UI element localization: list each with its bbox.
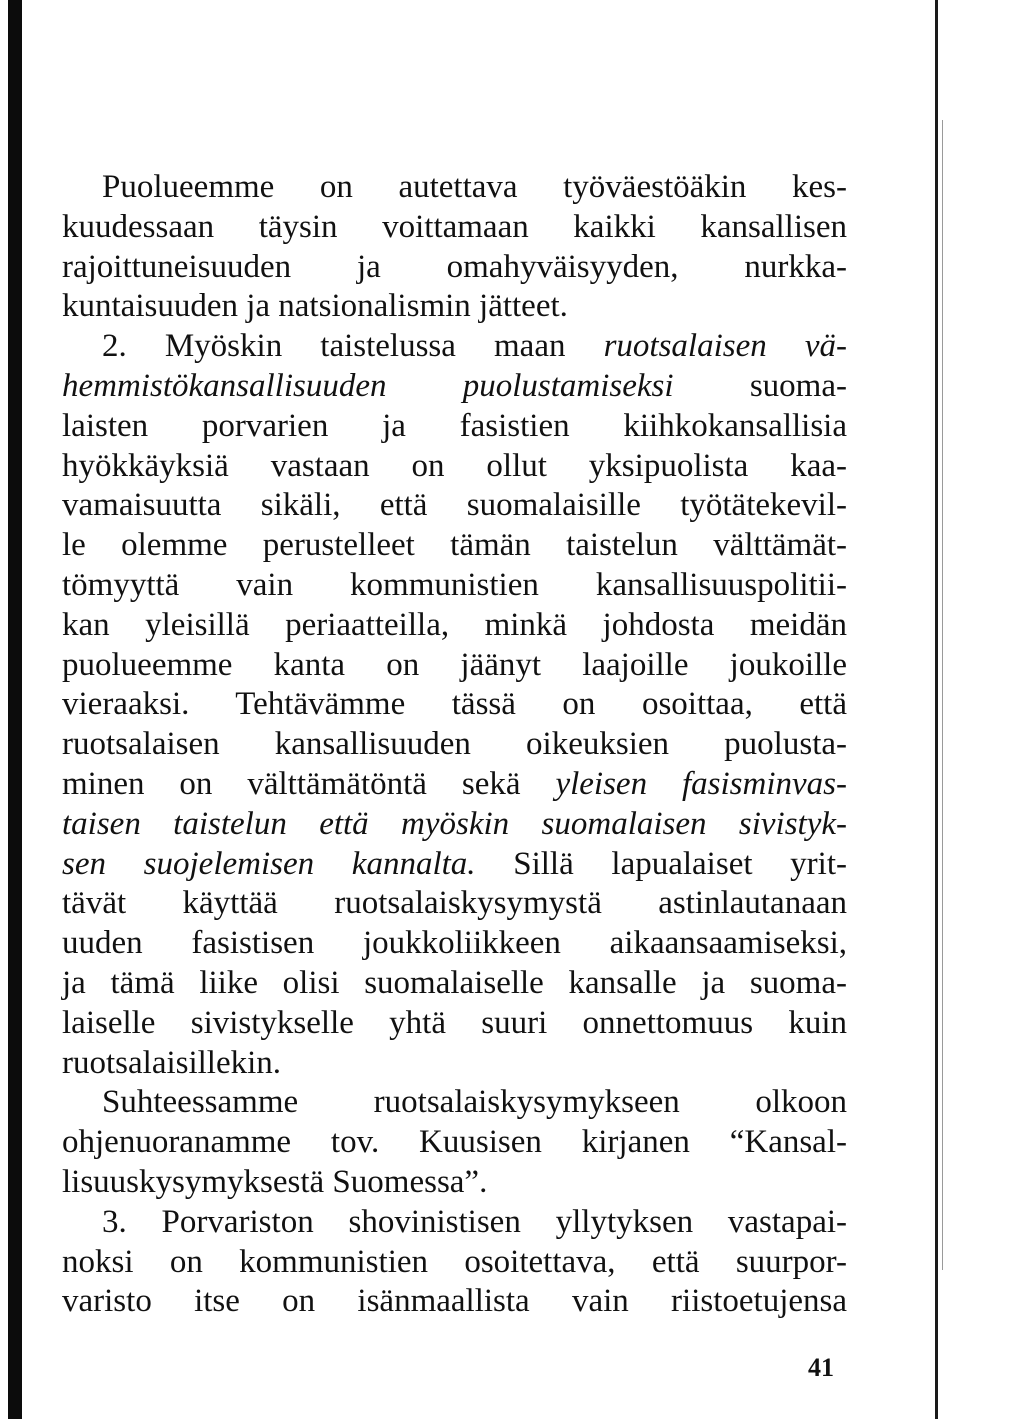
text-line <box>62 805 847 845</box>
text-segment: ohjenuoranamme tov. Kuusisen kirjanen “Kansal- <box>62 1124 847 1161</box>
text-line <box>62 884 847 924</box>
italic-text-segment: yleisen fasisminvas- <box>555 765 848 802</box>
text-segment: Sillä lapualaiset yrit- <box>475 845 847 882</box>
text-line <box>62 248 847 288</box>
text-segment: uuden fasistisen joukkoliikkeen aikaansaamiseksi, <box>62 925 847 962</box>
text-segment: ruotsalaisillekin. <box>62 1044 282 1081</box>
text-segment: rajoittuneisuuden ja omahyväisyyden, nurkka- <box>62 248 847 285</box>
text-line <box>62 964 847 1004</box>
scan-edge-left <box>8 0 22 1419</box>
text-segment: 2. Myöskin taistelussa maan <box>102 328 604 365</box>
text-line <box>62 606 847 646</box>
text-line <box>62 447 847 487</box>
text-segment: ja tämä liike olisi suomalaiselle kansalle ja suoma- <box>62 964 847 1001</box>
text-line <box>62 1083 847 1123</box>
text-segment: varisto itse on isänmaallista vain riistoetujensa <box>62 1283 847 1320</box>
text-line <box>62 924 847 964</box>
text-line <box>62 287 847 327</box>
text-line <box>62 1163 847 1203</box>
italic-text-segment: taisen taistelun että myöskin suomalaisen sivistyk- <box>62 805 847 842</box>
text-segment: hyökkäyksiä vastaan on ollut yksipuolista kaa- <box>62 447 847 484</box>
text-line <box>62 1004 847 1044</box>
italic-text-segment: hemmistökansallisuuden puolustamiseksi <box>62 367 674 404</box>
text-segment: tömyyttä vain kommunistien kansallisuuspolitii- <box>62 566 847 603</box>
text-segment: suoma- <box>673 367 847 404</box>
text-line <box>62 1282 847 1322</box>
scan-edge-right-shadow <box>942 120 943 1270</box>
text-segment: vamaisuutta sikäli, että suomalaisille työtätekevil- <box>62 487 847 524</box>
text-line <box>62 407 847 447</box>
text-segment: kan yleisillä periaatteilla, minkä johdosta meidän <box>62 606 847 643</box>
text-line <box>62 367 847 407</box>
text-line <box>62 327 847 367</box>
scan-edge-right <box>935 0 938 1419</box>
text-segment: minen on välttämätöntä sekä <box>62 765 556 802</box>
text-line <box>62 1243 847 1283</box>
italic-text-segment: sen suojelemisen kannalta. <box>62 845 476 882</box>
text-line <box>62 685 847 725</box>
text-line <box>62 1123 847 1163</box>
text-segment: Puolueemme on autettava työväestöäkin kes- <box>102 169 847 205</box>
italic-text-segment: ruotsalaisen vä- <box>603 328 847 365</box>
text-segment: laisten porvarien ja fasistien kiihkokansallisia <box>62 407 847 444</box>
text-line <box>62 486 847 526</box>
body-text <box>62 168 847 1322</box>
text-segment: kuntaisuuden ja natsionalismin jätteet. <box>62 288 568 325</box>
text-line <box>62 725 847 765</box>
text-segment: lisuuskysymyksestä Suomessa”. <box>62 1163 488 1200</box>
text-line <box>62 646 847 686</box>
text-segment: ruotsalaisen kansallisuuden oikeuksien puolusta- <box>62 726 847 763</box>
text-segment: tävät käyttää ruotsalaiskysymystä astinlautanaan <box>62 885 847 922</box>
text-segment: 3. Porvariston shovinistisen yllytyksen vastapai- <box>102 1203 847 1240</box>
page-number: 41 <box>808 1353 834 1382</box>
text-line <box>62 208 847 248</box>
text-line <box>62 566 847 606</box>
text-segment: Suhteessamme ruotsalaiskysymykseen olkoon <box>102 1084 847 1121</box>
text-segment: le olemme perustelleet tämän taistelun välttämät- <box>62 527 847 564</box>
text-line <box>62 526 847 566</box>
text-line <box>62 1203 847 1243</box>
text-segment: vieraaksi. Tehtävämme tässä on osoittaa, että <box>62 686 847 723</box>
text-line <box>62 168 847 208</box>
text-line <box>62 1044 847 1084</box>
text-segment: laiselle sivistykselle yhtä suuri onnettomuus kuin <box>62 1004 847 1041</box>
text-segment: noksi on kommunistien osoitettava, että suurpor- <box>62 1243 847 1280</box>
text-line <box>62 765 847 805</box>
text-segment: kuudessaan täysin voittamaan kaikki kansallisen <box>62 208 847 245</box>
text-segment: puolueemme kanta on jäänyt laajoille joukoille <box>62 646 847 683</box>
text-line <box>62 845 847 885</box>
